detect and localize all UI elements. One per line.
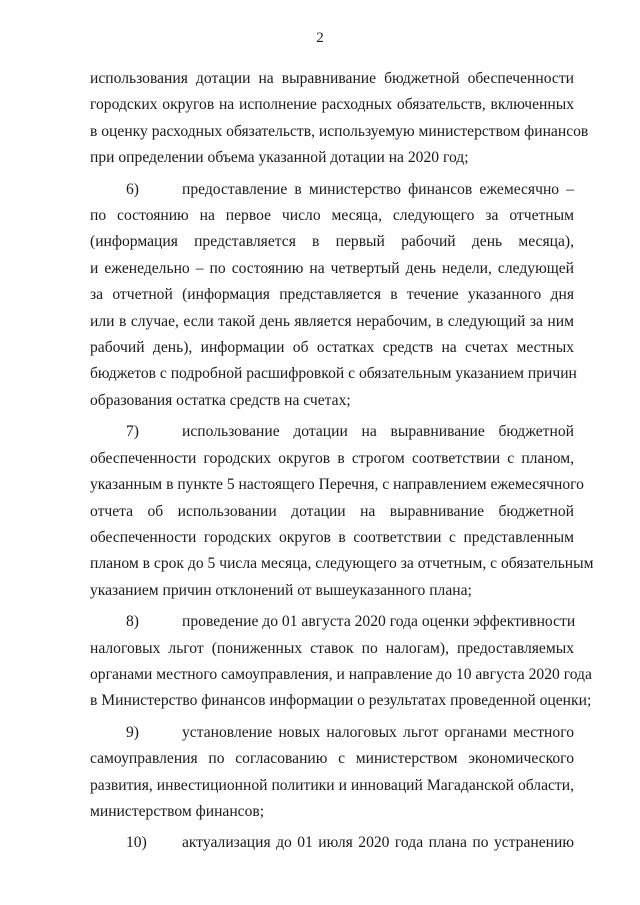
line-text: или в случае, если такой день является нерабочим, в следующий за ним: [90, 312, 574, 330]
line-text: самоуправления по согласованию с министерством экономического: [90, 750, 574, 768]
text-line: [90, 335, 574, 361]
text-line: [90, 499, 574, 525]
text-line: [90, 203, 574, 229]
line-text: обеспеченности городских округов в строгом соответствии с планом,: [90, 449, 574, 467]
text-line: [90, 773, 574, 799]
line-text: образования остатка средств на счетах;: [90, 391, 351, 409]
line-text: органами местного самоуправления, и направление до 10 августа 2020 года: [90, 665, 592, 683]
line-text: рабочий день), информации об остатках средств на счетах местных: [90, 339, 574, 357]
line-text: за отчетной (информация представляется в течение указанного дня: [90, 286, 574, 304]
text-line: [90, 746, 574, 772]
line-text: министерством финансов;: [90, 802, 265, 820]
line-text: отчета об использовании дотации на выравнивание бюджетной: [90, 502, 574, 520]
line-text: предоставление в министерство финансов ежемесячно –: [182, 180, 574, 198]
line-text: бюджетов с подробной расшифровкой с обязательным указанием причин: [90, 365, 577, 383]
line-text: городских округов на исполнение расходных обязательств, включенных: [90, 96, 574, 114]
text-line: [90, 361, 577, 387]
text-line: [90, 609, 574, 635]
text-line: [90, 66, 574, 92]
paragraph: [90, 609, 592, 715]
list-item-number: 8): [126, 613, 139, 631]
line-text: указанным в пункте 5 настоящего Перечня, с направлением ежемесячного: [90, 476, 584, 494]
text-line: [90, 472, 584, 498]
paragraph: [90, 720, 574, 826]
text-line: [90, 388, 574, 414]
text-line: [90, 309, 574, 335]
text-line: [90, 92, 574, 118]
list-item-number: 6): [126, 180, 139, 198]
line-text: (информация представляется в первый рабочий день месяца),: [90, 233, 574, 251]
line-text: обеспеченности городских округов в соответствии с представленным: [90, 528, 574, 546]
line-text: в Министерство финансов информации о результатах проведенной оценки;: [90, 692, 592, 710]
list-item-number: 7): [126, 423, 139, 441]
text-line: [90, 578, 574, 604]
line-text: использования дотации на выравнивание бюджетной обеспеченности: [90, 70, 574, 87]
line-text: по состоянию на первое число месяца, следующего за отчетным: [90, 207, 574, 225]
document-body: [90, 66, 594, 857]
paragraph: [90, 419, 594, 604]
line-text: проведение до 01 августа 2020 года оценки эффективности: [182, 613, 576, 631]
text-line: [90, 799, 574, 825]
text-line: [90, 229, 574, 255]
line-text: указанием причин отклонений от вышеуказанного плана;: [90, 581, 472, 599]
text-line: [90, 688, 592, 714]
line-text: при определении объема указанной дотации на 2020 год;: [90, 149, 469, 167]
line-text: использование дотации на выравнивание бюджетной: [182, 423, 574, 441]
line-text: развития, инвестиционной политики и инноваций Магаданской области,: [90, 776, 574, 794]
text-line: [90, 282, 574, 308]
text-line: [90, 177, 574, 203]
text-line: [90, 720, 574, 746]
text-line: [90, 636, 574, 662]
text-line: [90, 419, 574, 445]
line-text: актуализация до 01 июля 2020 года плана по устранению: [182, 834, 574, 852]
line-text: установление новых налоговых льгот органами местного: [182, 723, 574, 741]
text-line: [90, 145, 574, 171]
text-line: [90, 446, 574, 472]
line-text: планом в срок до 5 числа месяца, следующего за отчетным, с обязательным: [90, 555, 594, 573]
paragraph: [90, 177, 577, 415]
list-item-number: 9): [126, 723, 139, 741]
list-item-number: 10): [126, 834, 147, 852]
text-line: [90, 119, 589, 145]
line-text: и еженедельно – по состоянию на четвертый день недели, следующей: [90, 259, 574, 277]
text-line: [90, 830, 574, 856]
text-line: [90, 256, 574, 282]
text-line: [90, 525, 574, 551]
line-text: в оценку расходных обязательств, используемую министерством финансов: [90, 122, 589, 140]
text-line: [90, 662, 592, 688]
page-number: 2: [316, 30, 324, 46]
line-text: налоговых льгот (пониженных ставок по налогам), предоставляемых: [90, 639, 574, 657]
paragraph: [90, 830, 574, 856]
paragraph: [90, 66, 589, 172]
text-line: [90, 551, 594, 577]
